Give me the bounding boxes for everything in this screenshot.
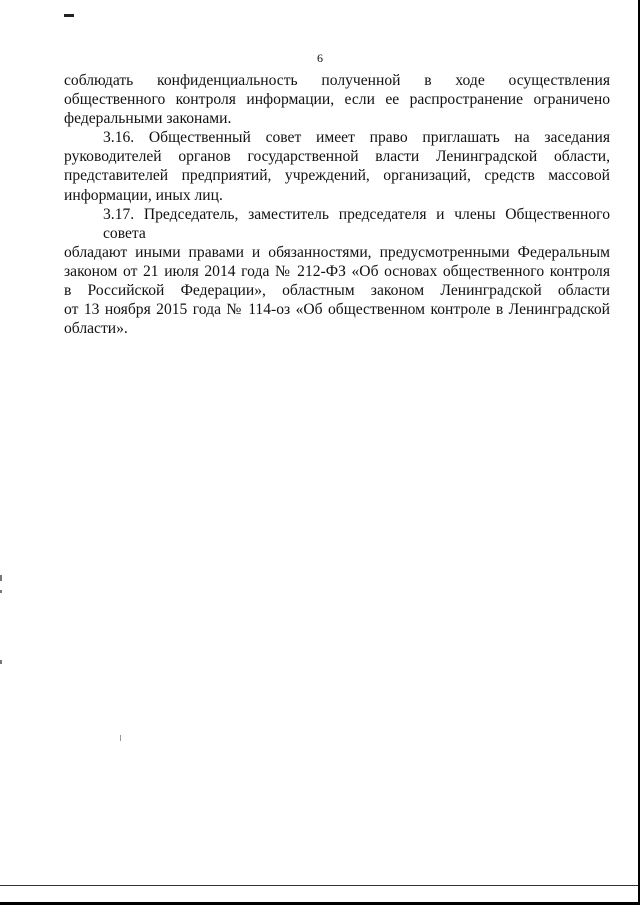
text-line: от 13 ноября 2015 года № 114-оз «Об общественном контроле в Ленинградской [64,301,610,319]
scan-artifact [64,14,74,17]
text-line: 3.16. Общественный совет имеет право приглашать на заседания [103,129,610,147]
scan-artifact [0,575,2,581]
scan-artifact [0,590,2,593]
scan-artifact [0,660,2,664]
document-body [64,71,610,338]
text-line: общественного контроля информации, если ее распространение ограничено [64,91,610,109]
paragraph-confidentiality [64,71,610,128]
page-number: 6 [317,51,323,65]
text-line: информации, иных лиц. [64,186,223,204]
text-line: в Российской Федерации», областным законом Ленинградской области [64,282,610,300]
text-line: соблюдать конфиденциальность полученной в ходе осуществления [64,72,610,89]
scan-artifact [120,735,121,741]
scan-edge [0,885,640,886]
paragraph-3-16 [64,128,610,204]
text-line: федеральными законами. [64,110,232,128]
text-line: представителей предприятий, учреждений, организаций, средств массовой [64,167,610,185]
paragraph-3-17 [64,205,610,339]
text-line: законом от 21 июля 2014 года № 212-ФЗ «Об основах общественного контроля [64,262,610,280]
text-line: 3.17. Председатель, заместитель председателя и члены Общественного совета [103,205,610,242]
text-line: области». [64,320,128,338]
text-line: обладают иными правами и обязанностями, предусмотренными Федеральным [64,243,610,261]
text-line: руководителей органов государственной власти Ленинградской области, [64,148,610,166]
